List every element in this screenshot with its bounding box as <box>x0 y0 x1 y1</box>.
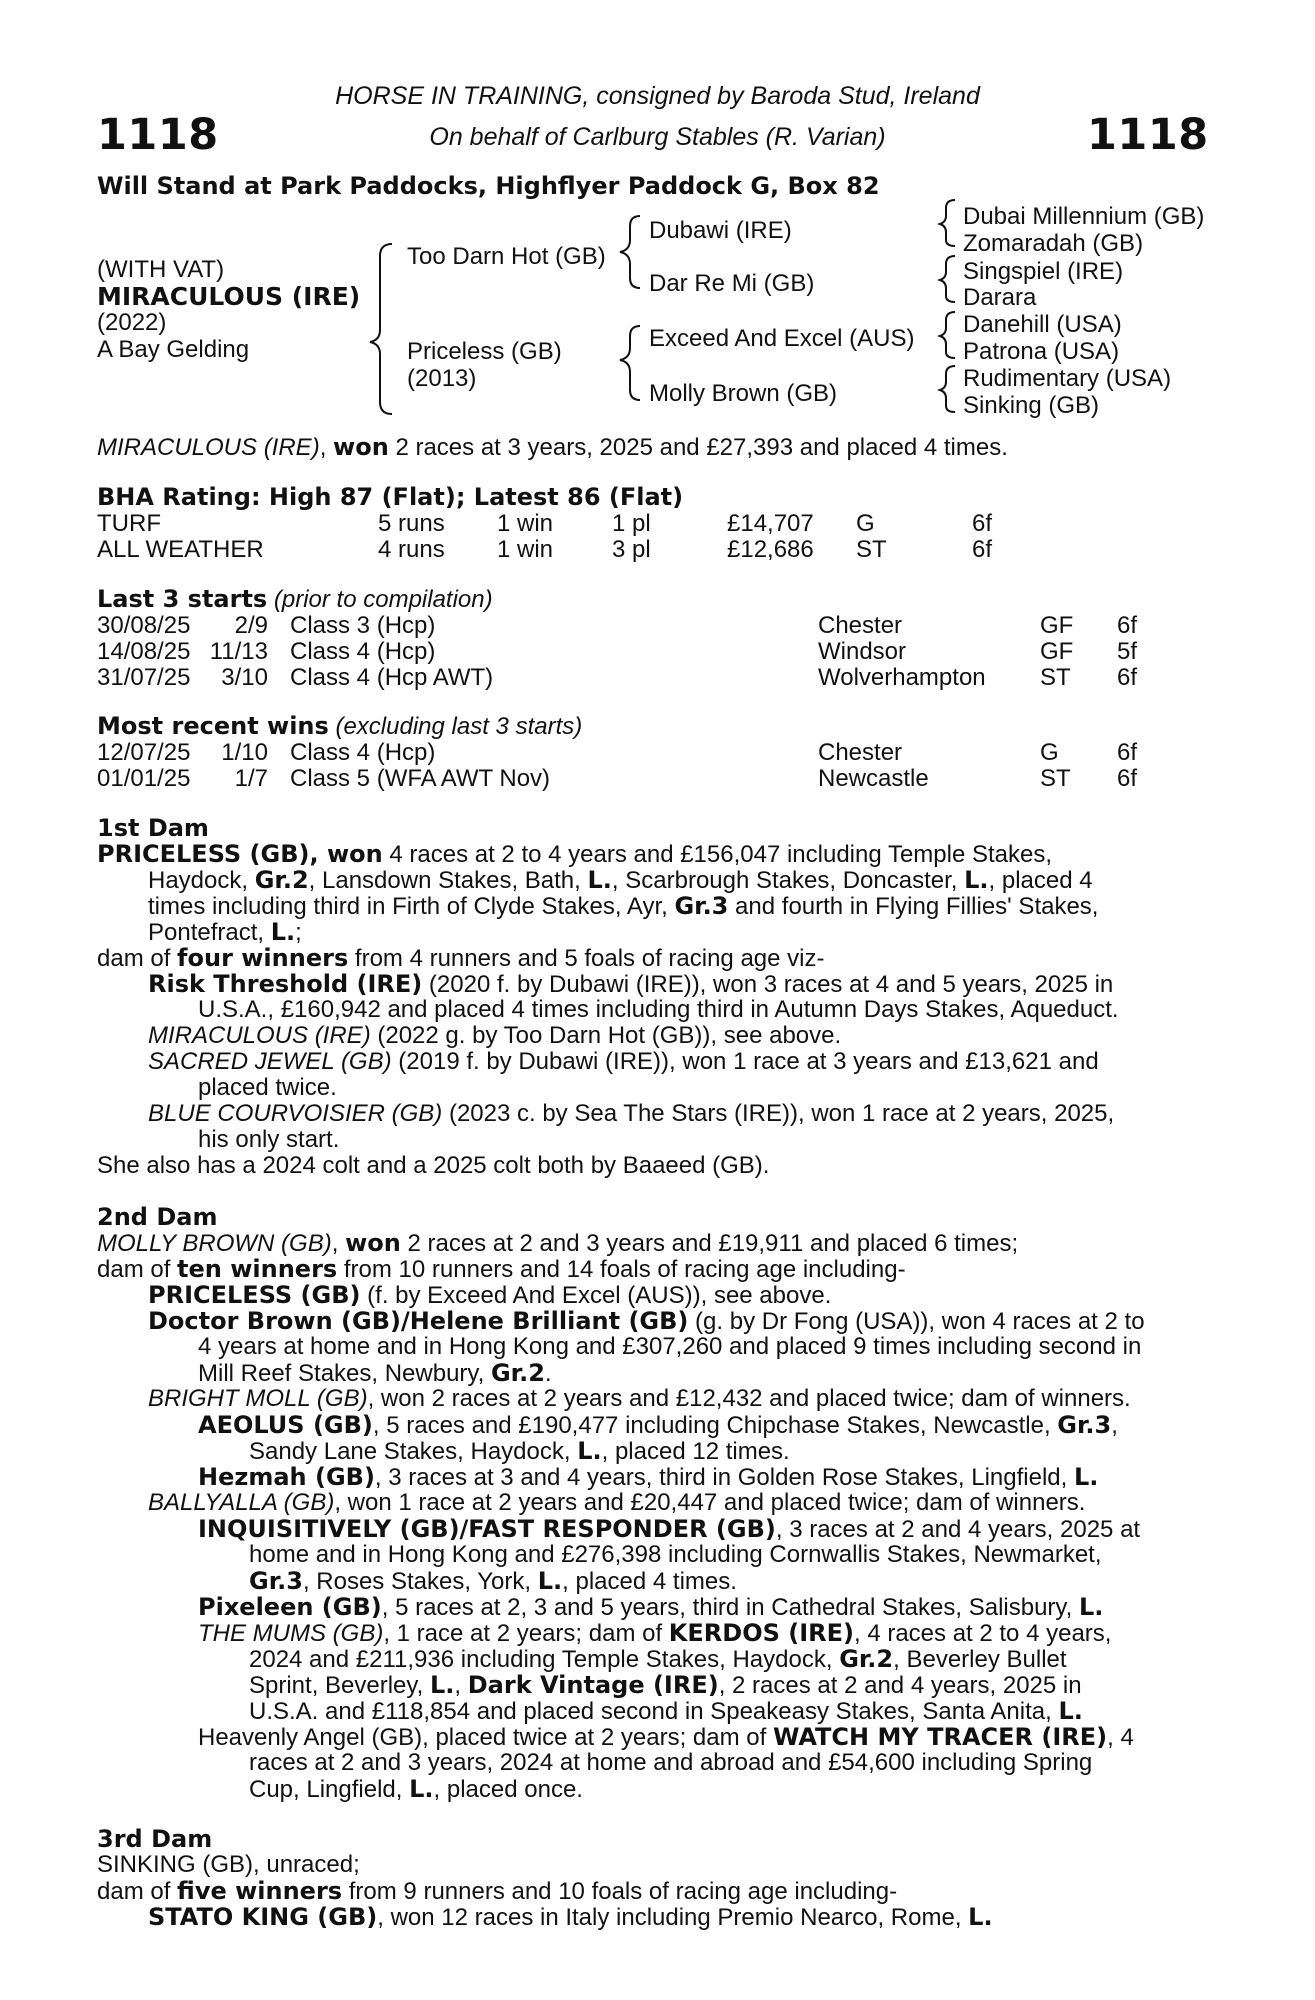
dam2-line <box>148 1282 1207 1309</box>
grade: Gr.3 <box>1057 1411 1112 1439</box>
dam3-line <box>148 1904 1207 1931</box>
grade: L. <box>1078 1593 1104 1621</box>
progeny-name: Risk Threshold (IRE) <box>148 970 423 998</box>
grade: L. <box>429 1671 455 1699</box>
dam2-line <box>148 1490 1207 1516</box>
t: , 5 races and £190,477 including Chipchase Stakes, Newcastle, <box>372 1412 1058 1439</box>
win-dist: 6f <box>1117 765 1138 792</box>
start-pos: 11/13 <box>209 638 268 665</box>
rating-places: 3 pl <box>612 536 651 563</box>
t: Cup, Lingfield, <box>249 1776 410 1803</box>
sdd: Darara <box>963 284 1037 311</box>
start-pos: 2/9 <box>234 612 268 639</box>
win-race: Class 5 (WFA AWT Nov) <box>290 765 551 792</box>
t: , won 1 race at 2 years and £20,447 and placed twice; dam of winners. <box>334 1489 1086 1516</box>
t: (2020 f. by Dubawi (IRE)), won 3 races at 4 and 5 years, 2025 in <box>422 971 1114 998</box>
sire-sire: Dubawi (IRE) <box>649 217 792 244</box>
t: (f. by Exceed And Excel (AUS)), see above. <box>360 1282 832 1309</box>
t: , 4 <box>1107 1724 1134 1751</box>
rating-surface: TURF <box>97 510 161 537</box>
progeny-name: AEOLUS (GB) <box>198 1411 373 1439</box>
win-date: 12/07/25 <box>97 739 191 766</box>
grade: L. <box>587 866 612 894</box>
t: (2023 c. by Sea The Stars (IRE)), won 1 race at 2 years, 2025, <box>442 1100 1115 1127</box>
t: Mill Reef Stakes, Newbury, <box>198 1360 491 1387</box>
t: , 1 race at 2 years; dam of <box>383 1620 669 1647</box>
start-course: Wolverhampton <box>818 664 986 691</box>
grade: Gr.3 <box>249 1567 303 1595</box>
progeny-name: Pixeleen (GB) <box>198 1593 382 1621</box>
dam2-line <box>249 1568 1207 1595</box>
t: Haydock, <box>148 867 255 894</box>
recent-wins-title <box>97 713 1207 740</box>
t: , Scarbrough Stakes, Doncaster, <box>611 867 965 894</box>
dam-dam: Molly Brown (GB) <box>649 380 838 407</box>
rating-going: ST <box>856 536 887 563</box>
start-going: GF <box>1040 638 1074 665</box>
grade: Gr.2 <box>254 866 309 894</box>
dam2-line <box>97 1230 1207 1257</box>
dds: Rudimentary (USA) <box>963 365 1172 392</box>
dam1-line <box>148 919 1207 946</box>
progeny-name: WATCH MY TRACER (IRE) <box>772 1723 1108 1751</box>
location-line: Will Stand at Park Paddocks, Highflyer Paddock G, Box 82 <box>97 172 880 200</box>
t: U.S.A. and £118,854 and placed second in Speakeasy Stakes, Santa Anita, <box>249 1698 1059 1725</box>
t: four winners <box>177 944 349 972</box>
win-pos: 1/10 <box>221 739 268 766</box>
progeny-name: PRICELESS (GB) <box>148 1281 361 1309</box>
start-dist: 6f <box>1117 612 1138 639</box>
brace-ds <box>940 312 955 358</box>
t: , Roses Stakes, York, <box>302 1568 538 1595</box>
win-course: Chester <box>818 739 903 766</box>
t: , <box>331 1230 346 1257</box>
progeny-name: Hezmah (GB) <box>198 1463 375 1491</box>
start-dist: 6f <box>1117 664 1138 691</box>
t: , 3 races at 3 and 4 years, third in Golden Rose Stakes, Lingfield, <box>374 1464 1074 1491</box>
recent-wins-title-bold: Most recent wins <box>97 712 329 740</box>
dam2-line <box>198 1516 1207 1543</box>
progeny-name: THE MUMS (GB) <box>198 1620 384 1647</box>
last-starts-title-bold: Last 3 starts <box>97 585 268 613</box>
first-dam-heading: 1st Dam <box>97 814 209 842</box>
t: Sprint, Beverley, <box>249 1672 430 1699</box>
brace-main <box>370 244 392 414</box>
dam2-line <box>97 1256 1207 1283</box>
dam3-line <box>97 1878 1207 1905</box>
dam2-line <box>249 1698 1207 1725</box>
dam2-line <box>249 1438 1207 1465</box>
win-course: Newcastle <box>818 765 929 792</box>
t: from 10 runners and 14 foals of racing age including- <box>337 1256 906 1283</box>
t: , <box>1111 1412 1118 1439</box>
start-going: ST <box>1040 664 1071 691</box>
t: , Lansdown Stakes, Bath, <box>308 867 588 894</box>
progeny-name: SACRED JEWEL (GB) <box>148 1048 392 1075</box>
progeny-name: Dark Vintage (IRE) <box>467 1671 719 1699</box>
t: Sandy Lane Stakes, Haydock, <box>249 1438 578 1465</box>
t: , placed once. <box>433 1776 583 1803</box>
ddd: Sinking (GB) <box>963 392 1100 419</box>
t: ten winners <box>177 1255 338 1283</box>
progeny-name: BLUE COURVOISIER (GB) <box>148 1100 443 1127</box>
summary-sep: , <box>319 434 327 461</box>
t: 2024 and £211,936 including Temple Stakes, Haydock, <box>249 1646 840 1673</box>
header-title: HORSE IN TRAINING, consigned by Baroda Stud, Ireland <box>335 82 980 110</box>
grade: Gr.2 <box>839 1645 894 1673</box>
start-race: Class 3 (Hcp) <box>290 612 436 639</box>
start-race: Class 4 (Hcp AWT) <box>290 664 494 691</box>
t: won <box>345 1229 401 1257</box>
dam1-line <box>148 1049 1207 1075</box>
sss: Dubai Millennium (GB) <box>963 203 1205 230</box>
t: times including third in Firth of Clyde Stakes, Ayr, <box>148 893 675 920</box>
sire-dam: Dar Re Mi (GB) <box>649 270 815 297</box>
rating-wins: 1 win <box>497 536 554 563</box>
summary-line <box>97 434 1207 461</box>
grade: L. <box>537 1567 563 1595</box>
start-course: Chester <box>818 612 903 639</box>
last-starts-title <box>97 586 1207 613</box>
grade: L. <box>964 866 989 894</box>
win-date: 01/01/25 <box>97 765 191 792</box>
grade: L. <box>1073 1463 1099 1491</box>
dam1-line <box>148 867 1207 894</box>
dam1-line <box>148 1023 1207 1049</box>
rating-prize: £14,707 <box>727 510 814 537</box>
t: (2019 f. by Dubawi (IRE)), won 1 race at 3 years and £13,621 and <box>391 1048 1099 1075</box>
t: , 3 races at 2 and 4 years, 2025 at <box>775 1516 1141 1543</box>
sds: Singspiel (IRE) <box>963 258 1124 285</box>
progeny-name: Doctor Brown (GB)/Helene Brilliant (GB) <box>148 1307 689 1335</box>
dam2-line <box>148 1386 1207 1412</box>
dam3-line: SINKING (GB), unraced; <box>97 1851 360 1878</box>
rating-places: 1 pl <box>612 510 651 537</box>
rating-runs: 5 runs <box>378 510 445 537</box>
horse-name: MIRACULOUS (IRE) <box>97 282 361 311</box>
horse-year: (2022) <box>97 309 167 336</box>
summary-won: won <box>333 433 389 461</box>
lot-number-left: 1118 <box>97 110 219 160</box>
t: , placed 4 <box>988 867 1093 894</box>
dam1-line <box>97 945 1207 972</box>
horse-description: A Bay Gelding <box>97 336 250 363</box>
brace-dd <box>940 366 955 412</box>
t: , 5 races at 2, 3 and 5 years, third in Cathedral Stakes, Salisbury, <box>381 1594 1079 1621</box>
lot-number-right: 1118 <box>1087 110 1209 160</box>
t: dam of <box>97 945 178 972</box>
sire: Too Darn Hot (GB) <box>407 243 606 270</box>
dsd: Patrona (USA) <box>963 338 1120 365</box>
progeny-name: MIRACULOUS (IRE) <box>148 1022 371 1049</box>
second-dam-heading: 2nd Dam <box>97 1203 218 1231</box>
grade: Gr.2 <box>490 1359 545 1387</box>
t: dam of <box>97 1256 178 1283</box>
dam2-line: 4 years at home and in Hong Kong and £307,260 and placed 9 times including second in <box>198 1333 1142 1360</box>
t: (2022 g. by Too Darn Hot (GB)), see above. <box>370 1022 842 1049</box>
rating-title: BHA Rating: High 87 (Flat); Latest 86 (Flat) <box>97 483 684 511</box>
dam2-line <box>198 1360 1207 1387</box>
dam-sire: Exceed And Excel (AUS) <box>649 325 915 352</box>
start-date: 14/08/25 <box>97 638 191 665</box>
t: from 9 runners and 10 foals of racing age including- <box>342 1878 898 1905</box>
t: Heavenly Angel (GB), placed twice at 2 years; dam of <box>198 1724 773 1751</box>
rating-wins: 1 win <box>497 510 554 537</box>
dam1-line: She also has a 2024 colt and a 2025 colt both by Baaeed (GB). <box>97 1152 770 1179</box>
progeny-name: BALLYALLA (GB) <box>148 1489 335 1516</box>
start-course: Windsor <box>818 638 907 665</box>
start-going: GF <box>1040 612 1074 639</box>
t: , won 2 races at 2 years and £12,432 and placed twice; dam of winners. <box>367 1385 1131 1412</box>
win-dist: 6f <box>1117 739 1138 766</box>
start-dist: 5f <box>1117 638 1138 665</box>
progeny-name: STATO KING (GB) <box>148 1903 378 1931</box>
summary-rest: 2 races at 3 years, 2025 and £27,393 and placed 4 times. <box>395 434 1008 461</box>
dam2-name: MOLLY BROWN (GB) <box>97 1230 332 1257</box>
recent-wins-title-italic: (excluding last 3 starts) <box>335 713 583 740</box>
t: , won 12 races in Italy including Premio Nearco, Rome, <box>377 1904 969 1931</box>
rating-dist: 6f <box>972 510 993 537</box>
brace-sire <box>620 216 640 288</box>
t: (g. by Dr Fong (USA)), won 4 races at 2 to <box>688 1308 1145 1335</box>
t: . <box>544 1360 552 1387</box>
brace-ss <box>940 200 955 246</box>
t: ; <box>295 919 302 946</box>
progeny-name: BRIGHT MOLL (GB) <box>148 1385 368 1412</box>
start-race: Class 4 (Hcp) <box>290 638 436 665</box>
dam2-line: races at 2 and 3 years, 2024 at home and abroad and £54,600 including Spring <box>249 1749 1093 1776</box>
t: , 2 races at 2 and 4 years, 2025 in <box>718 1672 1082 1699</box>
third-dam-heading: 3rd Dam <box>97 1825 213 1853</box>
dam2-line <box>198 1412 1207 1439</box>
grade: L. <box>409 1775 434 1803</box>
t: , placed 4 times. <box>562 1568 737 1595</box>
dam2-line <box>148 1308 1207 1335</box>
dam2-line <box>198 1464 1207 1491</box>
header-subtitle: On behalf of Carlburg Stables (R. Varian) <box>429 123 886 151</box>
dam1-name: PRICELESS (GB), won <box>97 840 383 868</box>
grade: L. <box>1058 1697 1083 1725</box>
dam1-line <box>148 893 1207 920</box>
summary-name: MIRACULOUS (IRE) <box>97 434 320 461</box>
start-date: 30/08/25 <box>97 612 191 639</box>
rating-surface: ALL WEATHER <box>97 536 264 563</box>
t: and fourth in Flying Fillies' Stakes, <box>728 893 1099 920</box>
dam2-line <box>249 1672 1207 1699</box>
dam2-line <box>198 1724 1207 1751</box>
dam1-line <box>148 1101 1207 1127</box>
t: , 4 races at 2 to 4 years, <box>853 1620 1112 1647</box>
vat-label: (WITH VAT) <box>97 256 225 283</box>
rating-going: G <box>856 510 875 537</box>
grade: Gr.3 <box>674 892 729 920</box>
start-date: 31/07/25 <box>97 664 191 691</box>
dam2-line: home and in Hong Kong and £276,398 including Cornwallis Stakes, Newmarket, <box>249 1541 1102 1568</box>
dam: Priceless (GB) <box>407 338 562 365</box>
progeny-name: INQUISITIVELY (GB)/FAST RESPONDER (GB) <box>198 1515 776 1543</box>
dam2-line <box>249 1646 1207 1673</box>
t: , placed 12 times. <box>601 1438 790 1465</box>
t: from 4 runners and 5 foals of racing age viz- <box>348 945 825 972</box>
dam2-line <box>198 1594 1207 1621</box>
progeny-name: KERDOS (IRE) <box>668 1619 854 1647</box>
dam1-line: his only start. <box>198 1126 340 1153</box>
grade: L. <box>270 918 296 946</box>
brace-sd <box>940 256 955 302</box>
dam1-line <box>148 971 1207 998</box>
dss: Danehill (USA) <box>963 311 1122 338</box>
dam1-line: U.S.A., £160,942 and placed 4 times including third in Autumn Days Stakes, Aqueduct. <box>198 996 1119 1023</box>
start-pos: 3/10 <box>221 664 268 691</box>
ssd: Zomaradah (GB) <box>963 230 1144 257</box>
brace-dam <box>620 326 640 400</box>
win-going: G <box>1040 739 1059 766</box>
rating-runs: 4 runs <box>378 536 445 563</box>
t: , Beverley Bullet <box>893 1646 1067 1673</box>
win-pos: 1/7 <box>234 765 268 792</box>
dam2-line <box>249 1776 1207 1803</box>
t: , <box>454 1672 468 1699</box>
t: Pontefract, <box>148 919 271 946</box>
dam1-line <box>97 841 1207 868</box>
rating-prize: £12,686 <box>727 536 814 563</box>
grade: L. <box>968 1903 993 1931</box>
t: dam of <box>97 1878 178 1905</box>
win-going: ST <box>1040 765 1071 792</box>
grade: L. <box>577 1437 602 1465</box>
win-race: Class 4 (Hcp) <box>290 739 436 766</box>
dam1-text: 4 races at 2 to 4 years and £156,047 including Temple Stakes, <box>382 841 1053 868</box>
dam1-line: placed twice. <box>198 1074 337 1101</box>
t: five winners <box>177 1877 343 1905</box>
dam2-line <box>198 1620 1207 1647</box>
dam-year: (2013) <box>407 365 477 392</box>
t: 2 races at 2 and 3 years and £19,911 and placed 6 times; <box>400 1230 1019 1257</box>
last-starts-title-italic: (prior to compilation) <box>273 586 493 613</box>
rating-dist: 6f <box>972 536 993 563</box>
